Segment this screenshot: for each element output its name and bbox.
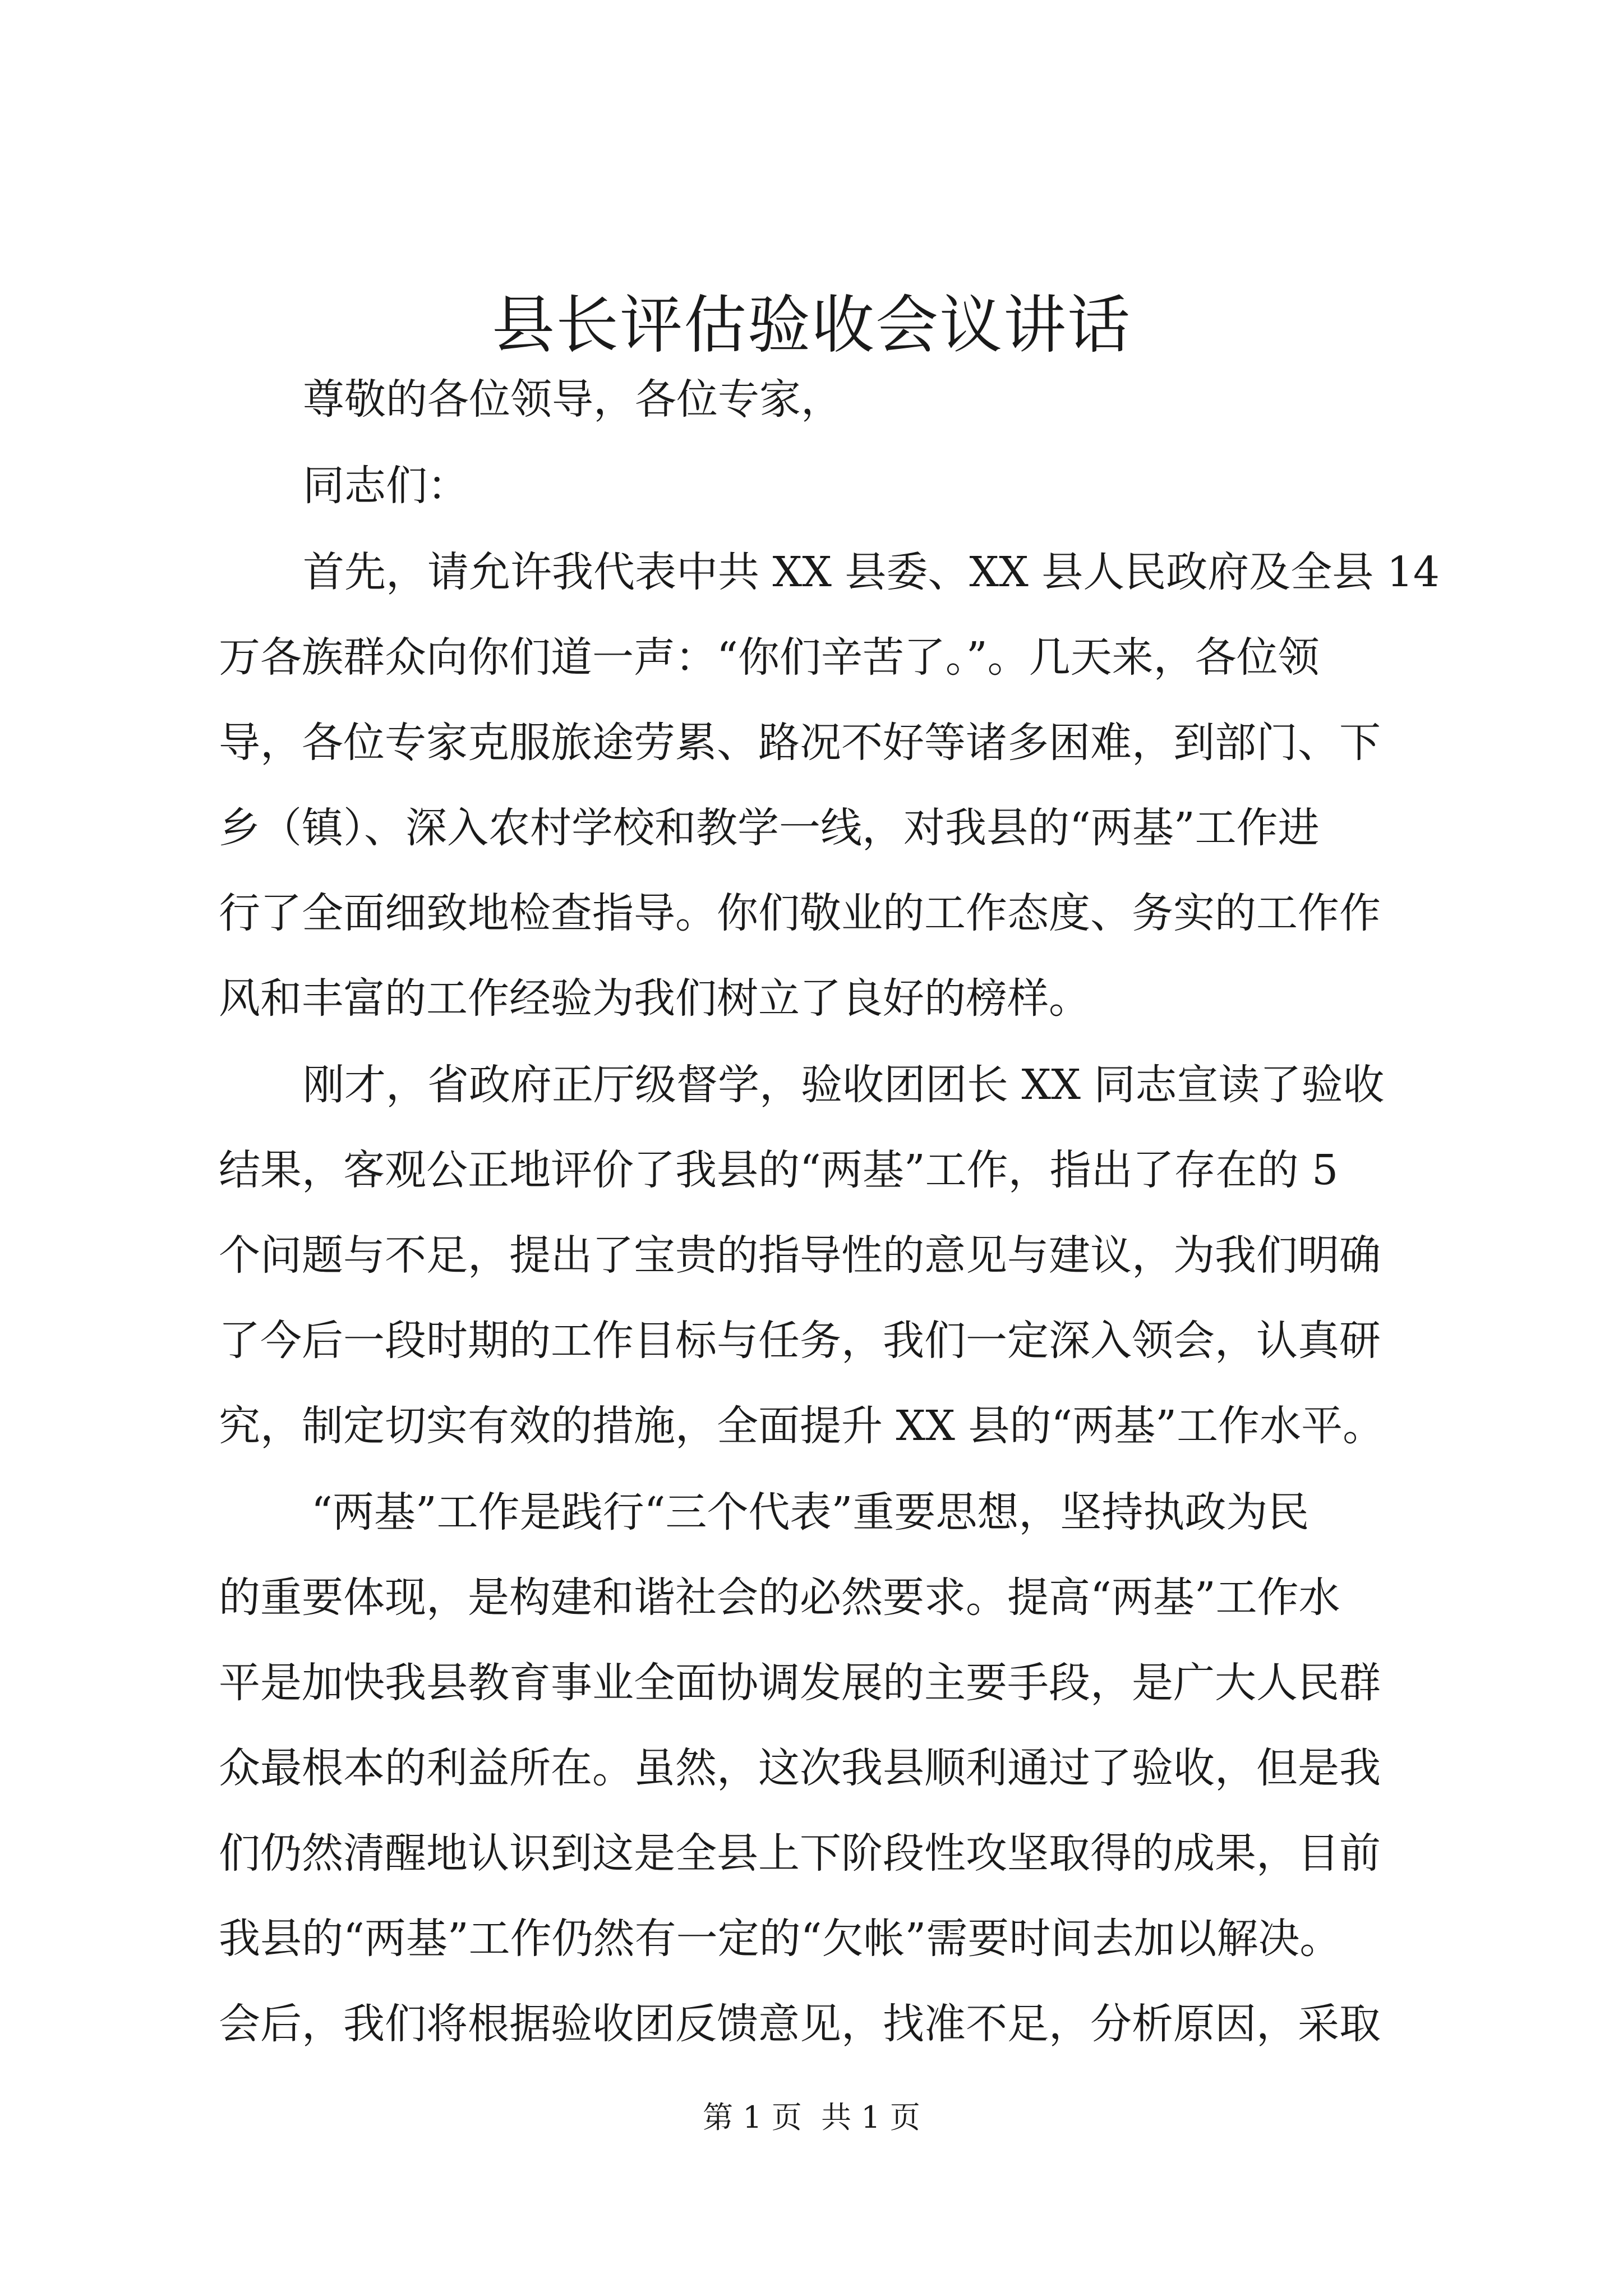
paragraph-1-line: 万各族群众向你们道一声：“你们辛苦了。”。几天来，各位领 (219, 633, 1320, 682)
paragraph-2-line: 了今后一段时期的工作目标与任务，我们一定深入领会，认真研 (219, 1317, 1381, 1365)
document-title: 县长评估验收会议讲话 (492, 289, 1131, 362)
body-line-greeting: 同志们： (303, 462, 469, 510)
paragraph-1-line: 乡（镇）、深入农村学校和教学一线，对我县的“两基”工作进 (219, 804, 1320, 852)
paragraph-2-line: 究，制定切实有效的措施，全面提升 XX 县的“两基”工作水平。 (219, 1402, 1385, 1450)
body-line-salutation: 尊敬的各位领导，各位专家， (303, 375, 842, 424)
paragraph-3-line: 们仍然清醒地认识到这是全县上下阶段性攻坚取得的成果，目前 (219, 1829, 1381, 1878)
paragraph-3-line: 众最根本的利益所在。虽然，这次我县顺利通过了验收，但是我 (219, 1744, 1381, 1792)
paragraph-1-line: 风和丰富的工作经验为我们树立了良好的榜样。 (219, 974, 1090, 1023)
paragraph-3-line: “两基”工作是践行“三个代表”重要思想，坚持执政为民 (311, 1488, 1310, 1536)
paragraph-1-line: 首先，请允许我代表中共 XX 县委、XX 县人民政府及全县 14 (303, 548, 1440, 596)
paragraph-3-line: 的重要体现，是构建和谐社会的必然要求。提高“两基”工作水 (219, 1573, 1340, 1622)
paragraph-3-line: 我县的“两基”工作仍然有一定的“欠帐”需要时间去加以解决。 (219, 1915, 1341, 1963)
paragraph-1-line: 导，各位专家克服旅途劳累、路况不好等诸多困难，到部门、下 (219, 719, 1381, 767)
paragraph-1-line: 行了全面细致地检查指导。你们敬业的工作态度、务实的工作作 (219, 889, 1381, 937)
paragraph-3-line: 会后，我们将根据验收团反馈意见，找准不足，分析原因，采取 (219, 2000, 1381, 2048)
paragraph-2-line: 刚才，省政府正厅级督学，验收团团长 XX 同志宣读了验收 (303, 1061, 1385, 1109)
paragraph-2-line: 结果，客观公正地评价了我县的“两基”工作，指出了存在的 5 (219, 1146, 1339, 1194)
paragraph-3-line: 平是加快我县教育事业全面协调发展的主要手段，是广大人民群 (219, 1659, 1381, 1707)
page-number-footer: 第 1 页 共 1 页 (703, 2100, 920, 2135)
paragraph-2-line: 个问题与不足，提出了宝贵的指导性的意见与建议，为我们明确 (219, 1231, 1381, 1280)
